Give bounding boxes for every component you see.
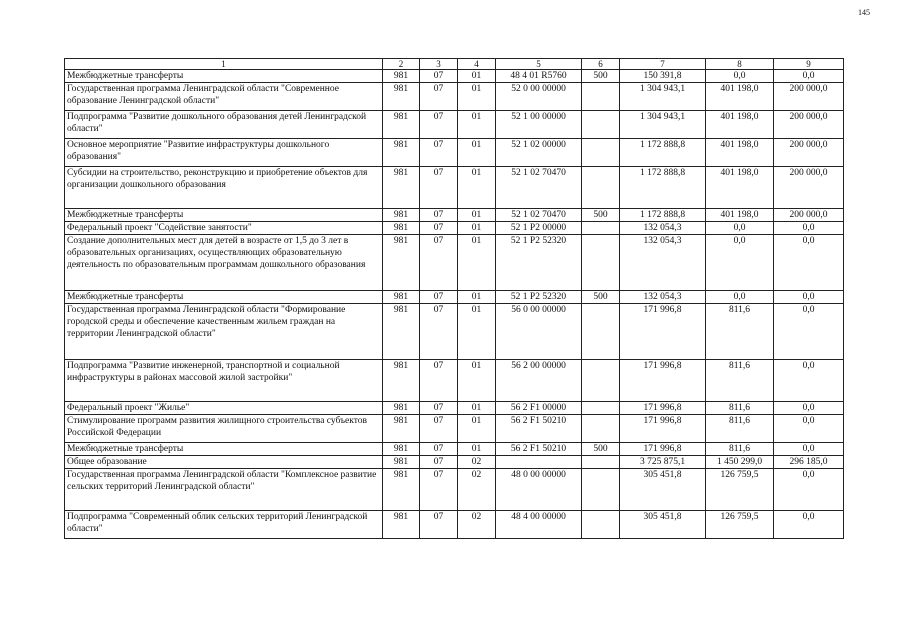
row-code-6: 500: [582, 443, 620, 456]
row-code-4: 02: [458, 469, 496, 511]
row-value-7: 150 391,8: [620, 70, 706, 83]
row-value-8: 126 759,5: [706, 469, 774, 511]
row-code-4: 01: [458, 70, 496, 83]
row-value-8: 811,6: [706, 304, 774, 360]
row-code-6: [582, 139, 620, 167]
row-code-6: [582, 222, 620, 235]
row-code-3: 07: [420, 360, 458, 402]
row-value-9: 0,0: [774, 415, 844, 443]
table-row: [65, 469, 844, 511]
row-code-4: 01: [458, 291, 496, 304]
row-value-8: 811,6: [706, 443, 774, 456]
row-value-7: 1 304 943,1: [620, 83, 706, 111]
row-value-8: 1 450 299,0: [706, 456, 774, 469]
row-code-6: [582, 469, 620, 511]
table-row: [65, 209, 844, 222]
row-code-4: 01: [458, 83, 496, 111]
row-code-5: 56 2 F1 50210: [496, 443, 582, 456]
row-code-5: 56 2 F1 00000: [496, 402, 582, 415]
row-code-4: 01: [458, 443, 496, 456]
row-name: Подпрограмма "Современный облик сельских территорий Ленинградской области": [65, 511, 383, 539]
row-code-2: 981: [383, 360, 420, 402]
row-code-2: 981: [383, 235, 420, 291]
row-code-6: [582, 304, 620, 360]
row-code-6: [582, 511, 620, 539]
row-code-5: 56 2 00 00000: [496, 360, 582, 402]
row-code-2: 981: [383, 443, 420, 456]
row-code-2: 981: [383, 456, 420, 469]
row-name: Основное мероприятие "Развитие инфраструктуры дошкольного образования": [65, 139, 383, 167]
table-row: [65, 222, 844, 235]
row-code-5: [496, 456, 582, 469]
row-code-2: 981: [383, 83, 420, 111]
row-code-2: 981: [383, 209, 420, 222]
table-row: [65, 456, 844, 469]
header-row: [65, 59, 844, 70]
row-value-7: 171 996,8: [620, 304, 706, 360]
row-code-5: 56 2 F1 50210: [496, 415, 582, 443]
row-code-6: [582, 235, 620, 291]
row-value-7: 1 304 943,1: [620, 111, 706, 139]
row-value-8: 0,0: [706, 222, 774, 235]
row-name: Подпрограмма "Развитие дошкольного образования детей Ленинградской области": [65, 111, 383, 139]
row-name: Стимулирование программ развития жилищного строительства субъектов Российской Федерации: [65, 415, 383, 443]
row-code-5: 52 1 00 00000: [496, 111, 582, 139]
row-value-7: 1 172 888,8: [620, 209, 706, 222]
column-header: 1: [65, 59, 383, 70]
row-code-5: 52 0 00 00000: [496, 83, 582, 111]
row-value-9: 0,0: [774, 511, 844, 539]
row-code-2: 981: [383, 111, 420, 139]
row-code-4: 01: [458, 304, 496, 360]
table-row: [65, 304, 844, 360]
row-value-9: 0,0: [774, 469, 844, 511]
row-code-3: 07: [420, 70, 458, 83]
row-code-6: [582, 415, 620, 443]
row-value-7: 132 054,3: [620, 235, 706, 291]
row-value-9: 200 000,0: [774, 111, 844, 139]
row-value-8: 0,0: [706, 235, 774, 291]
row-code-6: [582, 111, 620, 139]
row-name: Межбюджетные трансферты: [65, 209, 383, 222]
row-code-6: [582, 83, 620, 111]
row-code-3: 07: [420, 83, 458, 111]
row-name: Федеральный проект "Содействие занятости": [65, 222, 383, 235]
table-row: [65, 83, 844, 111]
row-value-7: 305 451,8: [620, 511, 706, 539]
row-code-2: 981: [383, 167, 420, 209]
row-code-4: 01: [458, 402, 496, 415]
row-value-9: 200 000,0: [774, 83, 844, 111]
row-value-9: 200 000,0: [774, 139, 844, 167]
row-value-9: 0,0: [774, 304, 844, 360]
row-value-9: 296 185,0: [774, 456, 844, 469]
row-code-3: 07: [420, 415, 458, 443]
table-row: [65, 511, 844, 539]
table-row: [65, 235, 844, 291]
row-value-9: 200 000,0: [774, 209, 844, 222]
column-header: 7: [620, 59, 706, 70]
row-code-6: 500: [582, 70, 620, 83]
row-code-4: 01: [458, 139, 496, 167]
row-code-2: 981: [383, 139, 420, 167]
row-value-8: 811,6: [706, 402, 774, 415]
row-code-3: 07: [420, 235, 458, 291]
page-number: 145: [858, 8, 870, 17]
row-code-3: 07: [420, 139, 458, 167]
row-code-2: 981: [383, 415, 420, 443]
row-code-4: 01: [458, 167, 496, 209]
row-value-9: 0,0: [774, 291, 844, 304]
row-code-4: 01: [458, 360, 496, 402]
table-row: [65, 139, 844, 167]
row-value-8: 0,0: [706, 291, 774, 304]
column-header: 6: [582, 59, 620, 70]
row-value-7: 3 725 875,1: [620, 456, 706, 469]
row-name: Государственная программа Ленинградской области "Формирование городской среды и обеспечение качественным жильем граждан на территории Ленинградской области": [65, 304, 383, 360]
row-code-2: 981: [383, 291, 420, 304]
row-value-7: 171 996,8: [620, 402, 706, 415]
row-value-8: 401 198,0: [706, 111, 774, 139]
row-value-9: 0,0: [774, 402, 844, 415]
row-code-4: 02: [458, 456, 496, 469]
row-code-3: 07: [420, 469, 458, 511]
table-row: [65, 70, 844, 83]
row-code-3: 07: [420, 222, 458, 235]
table-row: [65, 360, 844, 402]
column-header: 4: [458, 59, 496, 70]
row-code-4: 01: [458, 235, 496, 291]
row-code-5: 52 1 P2 00000: [496, 222, 582, 235]
row-code-6: 500: [582, 291, 620, 304]
row-value-9: 200 000,0: [774, 167, 844, 209]
row-value-8: 811,6: [706, 360, 774, 402]
row-value-7: 171 996,8: [620, 443, 706, 456]
column-header: 9: [774, 59, 844, 70]
row-code-6: [582, 402, 620, 415]
table-row: [65, 415, 844, 443]
row-name: Межбюджетные трансферты: [65, 291, 383, 304]
row-code-5: 52 1 02 70470: [496, 209, 582, 222]
row-value-9: 0,0: [774, 222, 844, 235]
row-value-7: 305 451,8: [620, 469, 706, 511]
row-code-5: 52 1 P2 52320: [496, 291, 582, 304]
row-code-3: 07: [420, 443, 458, 456]
column-header: 3: [420, 59, 458, 70]
table-row: [65, 443, 844, 456]
row-code-5: 48 0 00 00000: [496, 469, 582, 511]
row-code-2: 981: [383, 469, 420, 511]
row-code-3: 07: [420, 402, 458, 415]
column-header: 8: [706, 59, 774, 70]
row-value-8: 401 198,0: [706, 209, 774, 222]
row-code-4: 01: [458, 209, 496, 222]
row-name: Межбюджетные трансферты: [65, 70, 383, 83]
row-code-4: 01: [458, 415, 496, 443]
row-code-5: 48 4 00 00000: [496, 511, 582, 539]
row-code-2: 981: [383, 511, 420, 539]
row-code-6: 500: [582, 209, 620, 222]
row-name: Федеральный проект "Жилье": [65, 402, 383, 415]
row-name: Общее образование: [65, 456, 383, 469]
column-header: 5: [496, 59, 582, 70]
row-name: Межбюджетные трансферты: [65, 443, 383, 456]
row-code-3: 07: [420, 511, 458, 539]
row-code-3: 07: [420, 209, 458, 222]
row-code-2: 981: [383, 402, 420, 415]
row-value-8: 0,0: [706, 70, 774, 83]
row-value-7: 132 054,3: [620, 291, 706, 304]
row-name: Создание дополнительных мест для детей в возрасте от 1,5 до 3 лет в образовательных организациях, осуществляющих образовательную деятельность по образовательным программам дошкольного образования: [65, 235, 383, 291]
row-code-3: 07: [420, 456, 458, 469]
row-value-8: 811,6: [706, 415, 774, 443]
row-value-8: 126 759,5: [706, 511, 774, 539]
row-value-9: 0,0: [774, 360, 844, 402]
row-value-7: 1 172 888,8: [620, 139, 706, 167]
row-value-9: 0,0: [774, 70, 844, 83]
row-code-4: 02: [458, 511, 496, 539]
row-code-6: [582, 360, 620, 402]
row-code-3: 07: [420, 167, 458, 209]
row-value-7: 132 054,3: [620, 222, 706, 235]
row-code-5: 52 1 02 00000: [496, 139, 582, 167]
row-value-8: 401 198,0: [706, 83, 774, 111]
row-name: Государственная программа Ленинградской области "Комплексное развитие сельских территорий Ленинградской области": [65, 469, 383, 511]
row-code-5: 52 1 P2 52320: [496, 235, 582, 291]
row-value-7: 171 996,8: [620, 360, 706, 402]
row-name: Подпрограмма "Развитие инженерной, транспортной и социальной инфраструктуры в районах массовой жилой застройки": [65, 360, 383, 402]
row-name: Субсидии на строительство, реконструкцию и приобретение объектов для организации дошкольного образования: [65, 167, 383, 209]
row-code-3: 07: [420, 291, 458, 304]
row-value-9: 0,0: [774, 443, 844, 456]
row-code-4: 01: [458, 222, 496, 235]
row-code-3: 07: [420, 304, 458, 360]
budget-table: [64, 58, 844, 539]
table-body: [65, 70, 844, 539]
row-code-6: [582, 456, 620, 469]
row-code-2: 981: [383, 222, 420, 235]
row-value-8: 401 198,0: [706, 139, 774, 167]
row-code-6: [582, 167, 620, 209]
table-row: [65, 111, 844, 139]
row-code-5: 56 0 00 00000: [496, 304, 582, 360]
table-row: [65, 167, 844, 209]
row-value-8: 401 198,0: [706, 167, 774, 209]
row-value-7: 171 996,8: [620, 415, 706, 443]
row-code-5: 52 1 02 70470: [496, 167, 582, 209]
row-value-7: 1 172 888,8: [620, 167, 706, 209]
row-code-4: 01: [458, 111, 496, 139]
column-header: 2: [383, 59, 420, 70]
row-value-9: 0,0: [774, 235, 844, 291]
row-code-2: 981: [383, 70, 420, 83]
row-name: Государственная программа Ленинградской области "Современное образование Ленинградской области": [65, 83, 383, 111]
row-code-5: 48 4 01 R5760: [496, 70, 582, 83]
row-code-3: 07: [420, 111, 458, 139]
row-code-2: 981: [383, 304, 420, 360]
table-row: [65, 402, 844, 415]
table-row: [65, 291, 844, 304]
